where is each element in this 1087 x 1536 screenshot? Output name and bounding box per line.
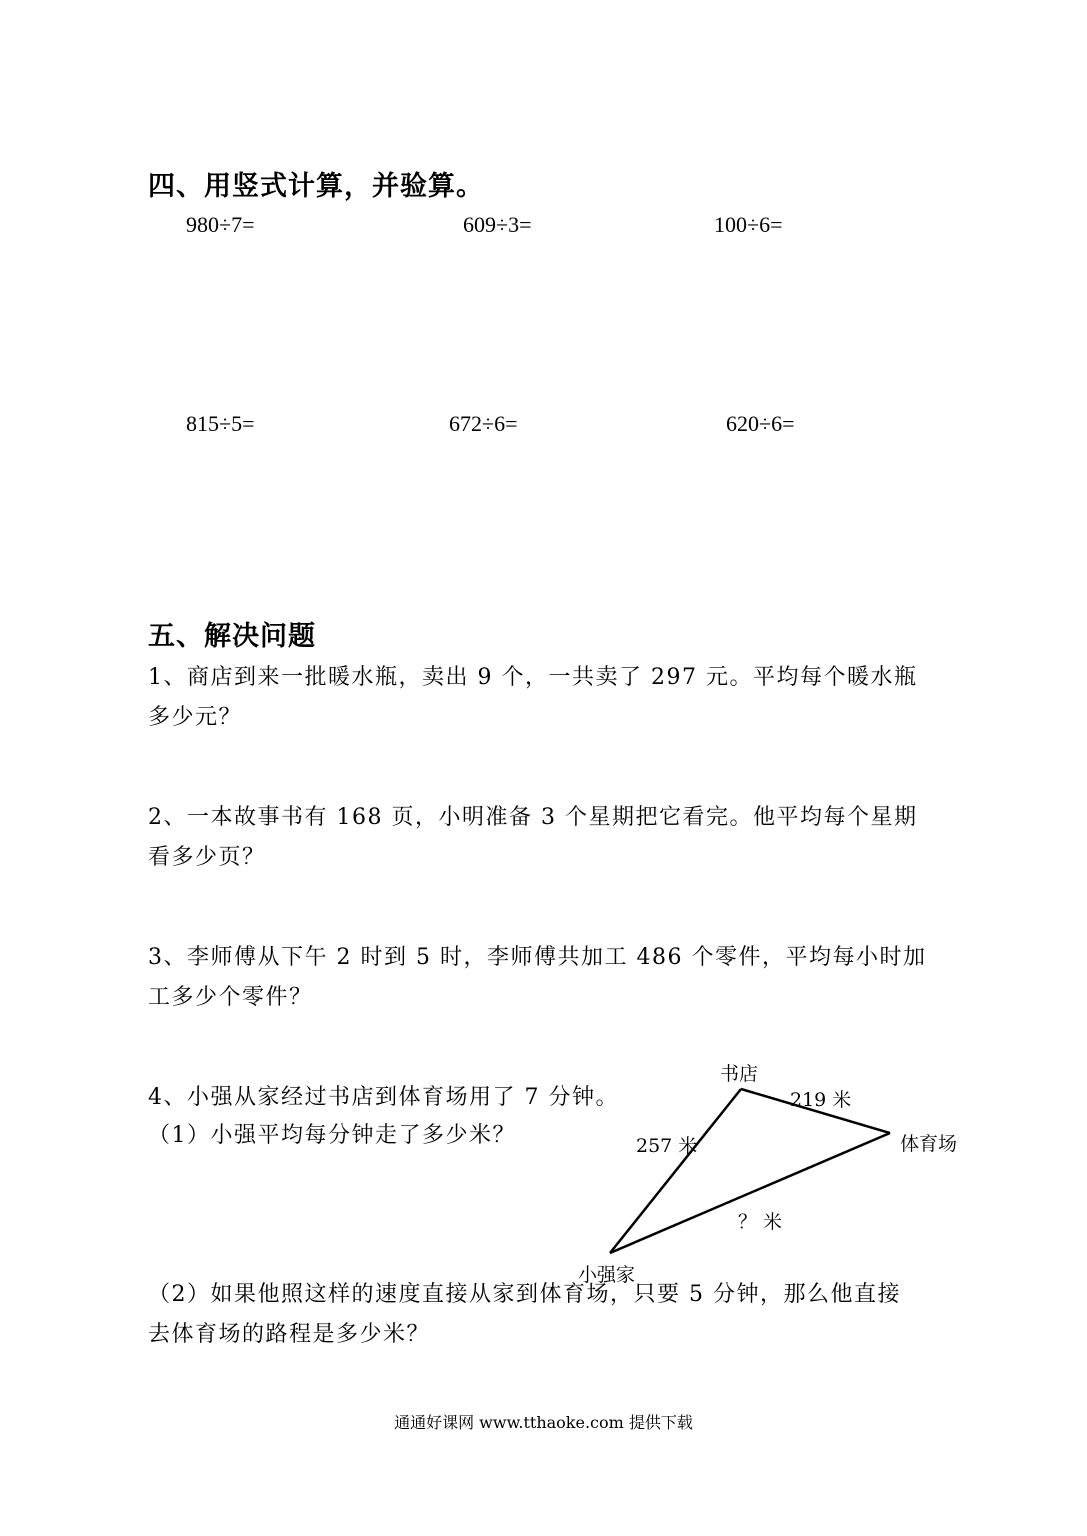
question-2-line-2: 看多少页？: [148, 845, 266, 870]
question-1-line-1: 1、商店到来一批暖水瓶，卖出 9 个，一共卖了 297 元。平均每个暖水瓶: [148, 665, 918, 690]
label-home-stadium-distance: ？ 米: [738, 1211, 783, 1233]
label-home-bookstore-distance: 257 米: [636, 1135, 698, 1157]
question-4-part-2-line-1: （2）如果他照这样的速度直接从家到体育场，只要 5 分钟，那么他直接: [148, 1282, 901, 1307]
division-problem-6: 620÷6=: [726, 411, 795, 436]
label-bookstore: 书店: [720, 1063, 759, 1085]
question-4-part-1: （1）小强平均每分钟走了多少米？: [148, 1123, 516, 1148]
question-2-line-1: 2、一本故事书有 168 页，小明准备 3 个星期把它看完。他平均每个星期: [148, 805, 918, 830]
question-4-intro: 4、小强从家经过书店到体育场用了 7 分钟。: [148, 1085, 619, 1110]
division-problem-2: 609÷3=: [463, 212, 532, 237]
label-bookstore-stadium-distance: 219 米: [790, 1089, 852, 1111]
section-4-title: 四、用竖式计算，并验算。: [148, 171, 484, 202]
edge-home-to-bookstore: [610, 1089, 741, 1253]
question-4-part-2-line-2: 去体育场的路程是多少米？: [148, 1322, 431, 1347]
page-footer: 通通好课网 www.tthaoke.com 提供下载: [394, 1413, 693, 1432]
division-problem-4: 815÷5=: [186, 411, 255, 436]
question-3-line-2: 工多少个零件？: [148, 985, 313, 1010]
label-stadium: 体育场: [900, 1133, 958, 1155]
question-3-line-1: 3、李师傅从下午 2 时到 5 时，李师傅共加工 486 个零件，平均每小时加: [148, 945, 927, 970]
label-home: 小强家: [578, 1260, 635, 1287]
section-5-title: 五、解决问题: [148, 621, 316, 652]
division-problem-3: 100÷6=: [714, 212, 783, 237]
question-1-line-2: 多少元？: [148, 705, 243, 730]
division-problem-5: 672÷6=: [449, 411, 518, 436]
division-problem-1: 980÷7=: [186, 212, 255, 237]
